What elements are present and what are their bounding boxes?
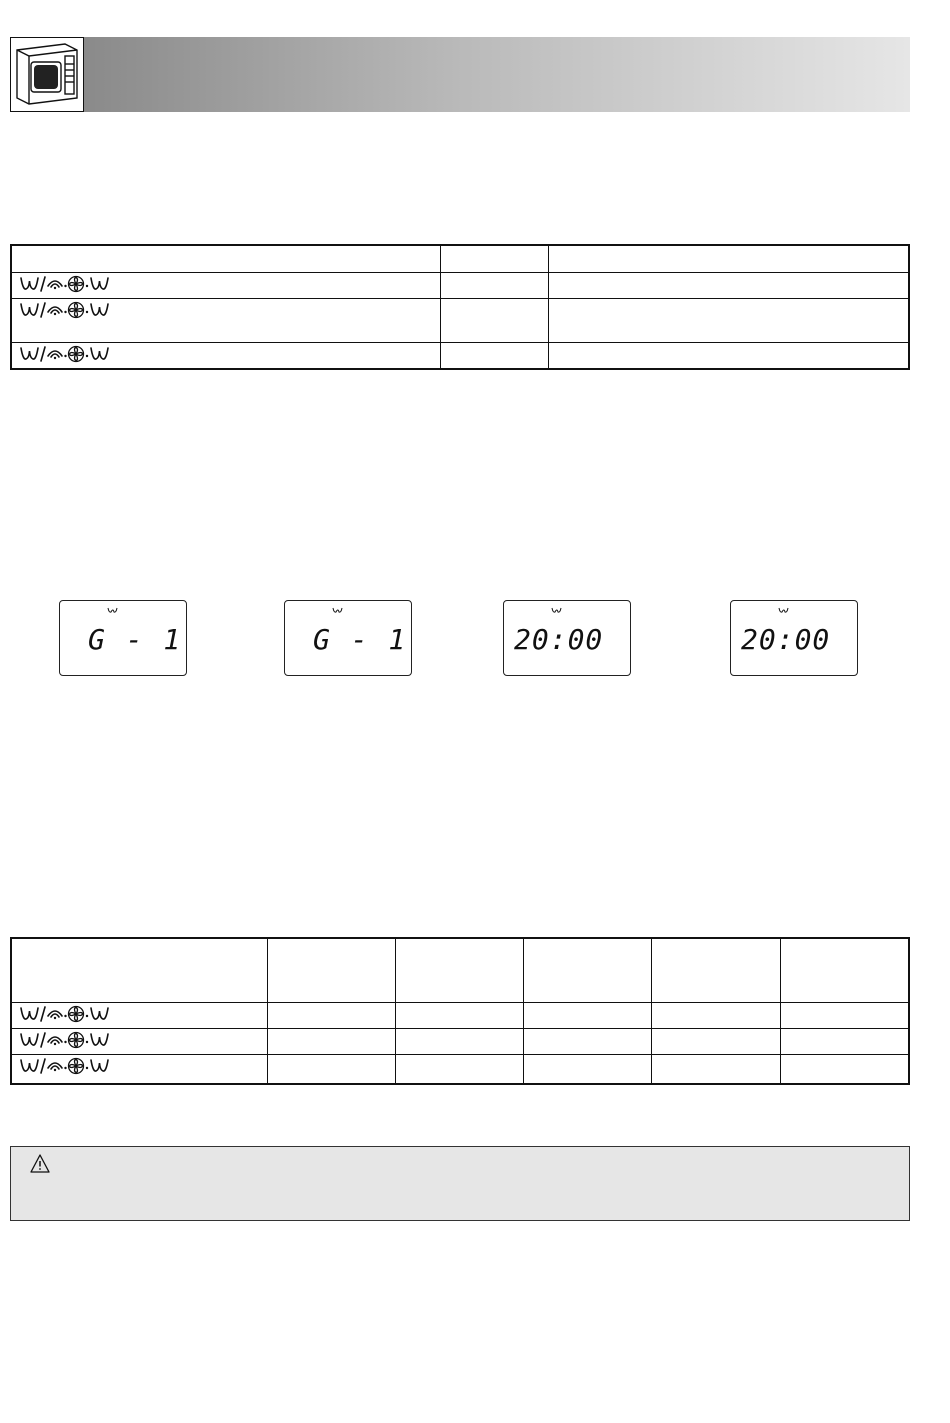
microwave-grill-fan-combination-icon <box>12 1055 267 1080</box>
table-cell <box>549 298 909 342</box>
display-text: G - 1 <box>313 623 408 656</box>
table-cell <box>780 1028 909 1054</box>
table-header-cell <box>652 938 781 1002</box>
table-row <box>11 298 909 342</box>
table-header-cell <box>780 938 909 1002</box>
table-cell <box>524 1054 652 1084</box>
table-cell <box>268 1054 396 1084</box>
microwave-oven-icon <box>11 38 83 111</box>
table-header-cell <box>11 245 440 272</box>
table-cell <box>11 1028 268 1054</box>
warning-triangle-icon <box>29 1153 51 1175</box>
table-row <box>11 342 909 369</box>
lcd-display <box>284 600 412 676</box>
table-cell <box>780 1002 909 1028</box>
table-cell <box>395 1028 524 1054</box>
microwave-grill-fan-combination-icon <box>12 1029 267 1054</box>
microwave-indicator-icon <box>108 608 117 612</box>
table-cell <box>780 1054 909 1084</box>
table-cell <box>652 1002 781 1028</box>
table-cell <box>11 1002 268 1028</box>
table-row <box>11 1002 909 1028</box>
microwave-grill-fan-combination-icon <box>12 273 440 298</box>
table-header-cell <box>11 938 268 1002</box>
table-cell <box>11 342 440 369</box>
table-cell <box>524 1028 652 1054</box>
caution-box <box>10 1146 910 1221</box>
table-cell <box>11 1054 268 1084</box>
table-cell <box>652 1028 781 1054</box>
table-header-cell <box>549 245 909 272</box>
table-cell <box>440 298 549 342</box>
table-header-row <box>11 938 909 1002</box>
table-cell <box>11 272 440 298</box>
table-header-row <box>11 245 909 272</box>
table-cell <box>549 342 909 369</box>
table-cell <box>268 1002 396 1028</box>
table-row <box>11 272 909 298</box>
table-cell <box>652 1054 781 1084</box>
microwave-indicator-icon <box>333 608 342 612</box>
microwave-grill-fan-combination-icon <box>12 343 440 368</box>
table-cell <box>524 1002 652 1028</box>
display-text: 20:00 <box>514 623 604 656</box>
table-cell <box>395 1002 524 1028</box>
combination-table-2 <box>10 937 910 1085</box>
header-icon-box <box>10 37 84 112</box>
microwave-indicator-icon <box>552 608 561 612</box>
table-row <box>11 1028 909 1054</box>
table-cell <box>440 272 549 298</box>
table-row <box>11 1054 909 1084</box>
lcd-display <box>730 600 858 676</box>
lcd-display <box>503 600 631 676</box>
display-text: 20:00 <box>741 623 831 656</box>
combination-table-1 <box>10 244 910 370</box>
microwave-grill-fan-combination-icon <box>12 1003 267 1028</box>
table-header-cell <box>440 245 549 272</box>
microwave-grill-fan-combination-icon <box>12 299 440 324</box>
table-cell <box>11 298 440 342</box>
page-header <box>10 37 910 112</box>
display-text: G - 1 <box>88 623 183 656</box>
table-cell <box>549 272 909 298</box>
table-cell <box>268 1028 396 1054</box>
table-cell <box>395 1054 524 1084</box>
lcd-display <box>59 600 187 676</box>
table-header-cell <box>524 938 652 1002</box>
table-cell <box>440 342 549 369</box>
table-header-cell <box>268 938 396 1002</box>
header-gradient-band <box>84 37 910 112</box>
microwave-indicator-icon <box>779 608 788 612</box>
table-header-cell <box>395 938 524 1002</box>
